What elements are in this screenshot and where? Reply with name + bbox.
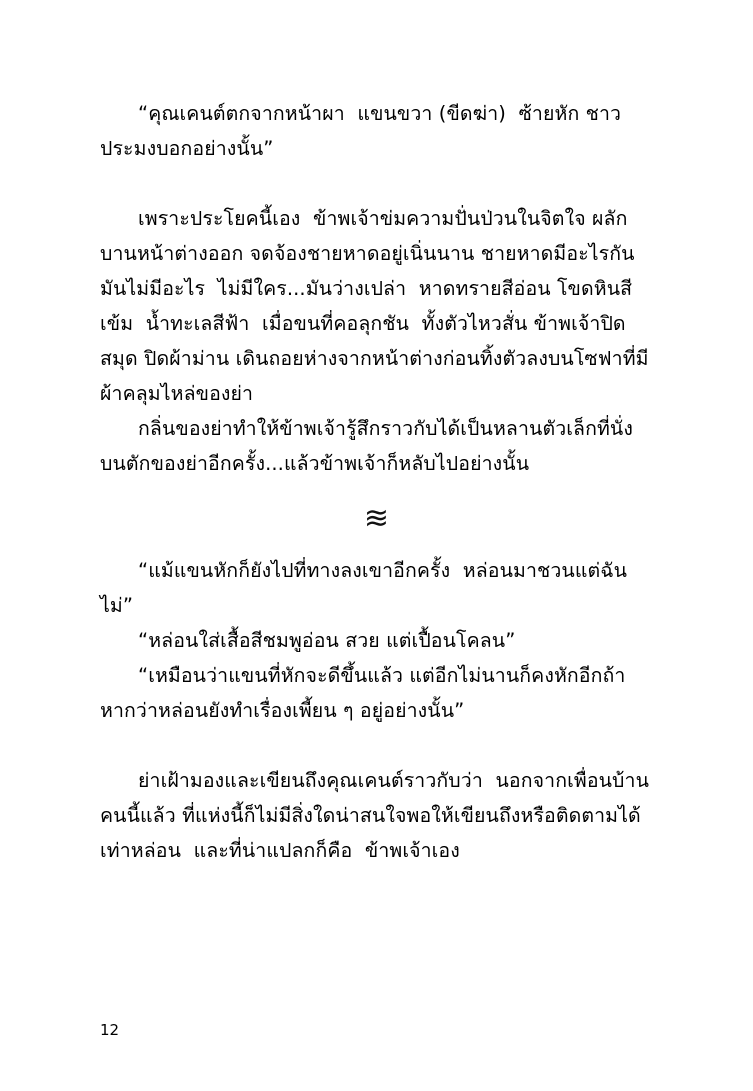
page-text-body bbox=[100, 96, 653, 868]
paragraph-spacer bbox=[100, 166, 653, 201]
wave-ornament-icon: ≋ bbox=[363, 501, 390, 536]
paragraph-spacer bbox=[100, 728, 653, 763]
paragraph-body-3: ย่าเฝ้ามองและเขียนถึงคุณเคนต์ราวกับว่า นอกจากเพื่อนบ้านคนนี้แล้ว ที่แห่งนี้ก็ไม่มีสิ่งใดน่าสนใจพอให้เขียนถึงหรือติดตามได้เท่าหล่อน และที่น่าแปลกก็คือ ข้าพเจ้าเอง bbox=[100, 769, 650, 862]
paragraph-body-2: กลิ่นของย่าทำให้ข้าพเจ้ารู้สึกราวกับได้เป็นหลานตัวเล็กที่นั่งบนตักของย่าอีกครั้ง...แล้วข้าพเจ้าก็หลับไปอย่างนั้น bbox=[100, 417, 633, 475]
paragraph-body-1: เพราะประโยคนี้เอง ข้าพเจ้าข่มความปั่นป่วนในจิตใจ ผลักบานหน้าต่างออก จดจ้องชายหาดอยู่เนิ่นนาน ชายหาดมีอะไรกัน มันไม่มีอะไร ไม่มีใคร...มันว่างเปล่า หาดทรายสีอ่อน โขดหินสีเข้ม น้ำทะเลสีฟ้า เมื่อขนที่คอลุกชัน ทั้งตัวไหวสั่น ข้าพเจ้าปิดสมุด ปิดผ้าม่าน เดินถอยห่างจากหน้าต่างก่อนทิ้งตัวลงบนโซฟาที่มีผ้าคลุมไหล่ของย่า bbox=[100, 207, 649, 405]
paragraph-quote-4: “เหมือนว่าแขนที่หักจะดีขึ้นแล้ว แต่อีกไม่นานก็คงหักอีกถ้าหากว่าหล่อนยังทำเรื่องเพี้ยน ๆ อยู่อย่างนั้น” bbox=[100, 664, 626, 722]
paragraph-quote-2: “แม้แขนหักก็ยังไปที่ทางลงเขาอีกครั้ง หล่อนมาชวนแต่ฉันไม่” bbox=[100, 559, 628, 617]
page-number: 12 bbox=[100, 1021, 120, 1039]
paragraph-quote-1: “คุณเคนต์ตกจากหน้าผา แขนขวา (ขีดฆ่า) ซ้ายหัก ชาวประมงบอกอย่างนั้น” bbox=[100, 102, 622, 160]
paragraph-quote-3: “หล่อนใส่เสื้อสีชมพูอ่อน สวย แต่เปื้อนโคลน” bbox=[138, 629, 516, 652]
